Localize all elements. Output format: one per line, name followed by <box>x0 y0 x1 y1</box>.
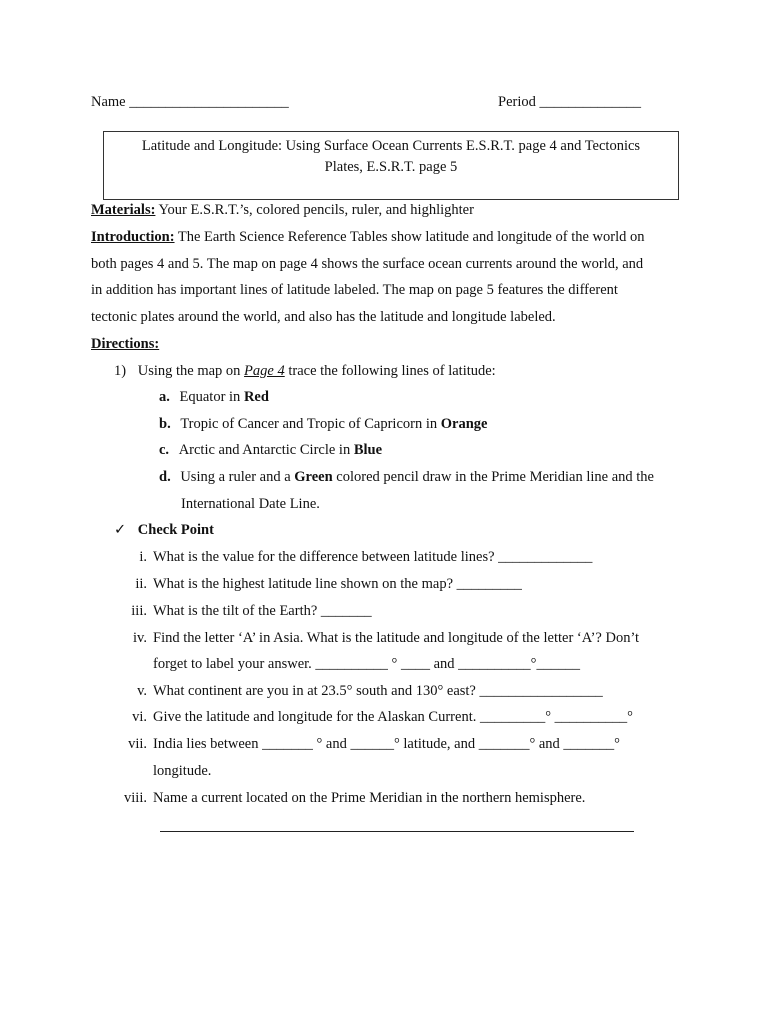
sub-item-letter: a. <box>159 389 170 405</box>
question-number: viii. <box>124 790 147 806</box>
answer-line-viii[interactable] <box>160 831 634 832</box>
sub-item-text: Using a ruler and a <box>180 469 295 485</box>
question-text: Name a current located on the Prime Meridian in the northern hemisphere. <box>153 790 586 806</box>
question-v[interactable] <box>117 683 603 700</box>
materials-label: Materials: <box>91 202 156 218</box>
sub-item-d-continued: International Date Line. <box>181 496 320 512</box>
sub-item-letter: b. <box>159 416 171 432</box>
sub-item-b <box>159 416 487 433</box>
step-1 <box>114 363 496 380</box>
question-text: Find the letter ‘A’ in Asia. What is the latitude and longitude of the letter ‘A’? Don’t <box>153 630 640 646</box>
checkpoint-label: Check Point <box>137 522 214 538</box>
title-line-2: Plates, E.S.R.T. page 5 <box>324 159 458 175</box>
title-box <box>103 131 679 200</box>
sub-item-text: Equator in <box>179 389 244 405</box>
color-word-green: Green <box>294 469 333 485</box>
sub-item-letter: d. <box>159 469 171 485</box>
question-number: vii. <box>128 736 147 752</box>
question-iii[interactable] <box>117 603 372 620</box>
directions-label: Directions: <box>91 336 160 352</box>
sub-item-text-post: colored pencil draw in the Prime Meridian line and the <box>332 469 654 485</box>
question-text: What is the value for the difference between latitude lines? _____________ <box>153 549 593 565</box>
question-text: India lies between _______ ° and ______° latitude, and _______° and _______° <box>153 736 620 752</box>
introduction-label: Introduction: <box>91 229 175 245</box>
question-number: i. <box>139 549 147 565</box>
color-word-blue: Blue <box>353 442 383 458</box>
question-iv-continued[interactable] <box>117 656 580 673</box>
checkpoint-heading <box>114 522 214 539</box>
title-line-1: Latitude and Longitude: Using Surface Ocean Currents E.S.R.T. page 4 and Tectonics <box>141 138 641 154</box>
question-vi[interactable] <box>117 709 633 726</box>
sub-item-a <box>159 389 269 406</box>
question-text: forget to label your answer. __________ ° ____ and __________°______ <box>153 656 580 672</box>
step-1-post: trace the following lines of latitude: <box>284 363 496 379</box>
step-1-number: 1) <box>114 363 127 379</box>
sub-item-text: Tropic of Cancer and Tropic of Capricorn in <box>180 416 441 432</box>
introduction-text-1: The Earth Science Reference Tables show latitude and longitude of the world on <box>174 229 645 245</box>
introduction-line-2: both pages 4 and 5. The map on page 4 shows the surface ocean currents around the world, and <box>91 256 644 272</box>
question-number: iii. <box>131 603 147 619</box>
question-vii-continued <box>117 763 211 780</box>
sub-item-c <box>159 442 382 459</box>
question-text: longitude. <box>153 763 212 779</box>
sub-item-letter: c. <box>159 442 170 458</box>
question-text: What continent are you in at 23.5° south and 130° east? _________________ <box>153 683 603 699</box>
materials-text: Your E.S.R.T.’s, colored pencils, ruler, and highlighter <box>155 202 474 218</box>
question-number: ii. <box>135 576 147 592</box>
materials-line <box>91 202 474 219</box>
question-i[interactable] <box>117 549 592 566</box>
question-ii[interactable] <box>117 576 522 593</box>
question-text: What is the tilt of the Earth? _______ <box>153 603 372 619</box>
question-viii <box>117 790 585 807</box>
question-vii[interactable] <box>117 736 620 753</box>
question-number: v. <box>137 683 147 699</box>
color-word-orange: Orange <box>440 416 488 432</box>
introduction-line-1 <box>91 229 645 246</box>
introduction-line-4: tectonic plates around the world, and also has the latitude and longitude labeled. <box>91 309 556 325</box>
question-number: iv. <box>133 630 147 646</box>
question-iv[interactable] <box>117 630 639 647</box>
question-text: Give the latitude and longitude for the Alaskan Current. _________° __________° <box>153 709 633 725</box>
checkmark-icon: ✓ <box>114 522 127 538</box>
period-field-label[interactable]: Period ______________ <box>498 94 641 110</box>
introduction-line-3: in addition has important lines of latitude labeled. The map on page 5 features the different <box>91 282 618 298</box>
directions-heading <box>91 336 159 353</box>
page-4-reference: Page 4 <box>244 363 285 379</box>
sub-item-d <box>159 469 654 486</box>
step-1-pre: Using the map on <box>137 363 245 379</box>
question-text: What is the highest latitude line shown on the map? _________ <box>153 576 522 592</box>
question-number: vi. <box>132 709 147 725</box>
color-word-red: Red <box>243 389 269 405</box>
sub-item-text: Arctic and Antarctic Circle in <box>178 442 354 458</box>
name-field-label[interactable]: Name ______________________ <box>91 94 289 110</box>
